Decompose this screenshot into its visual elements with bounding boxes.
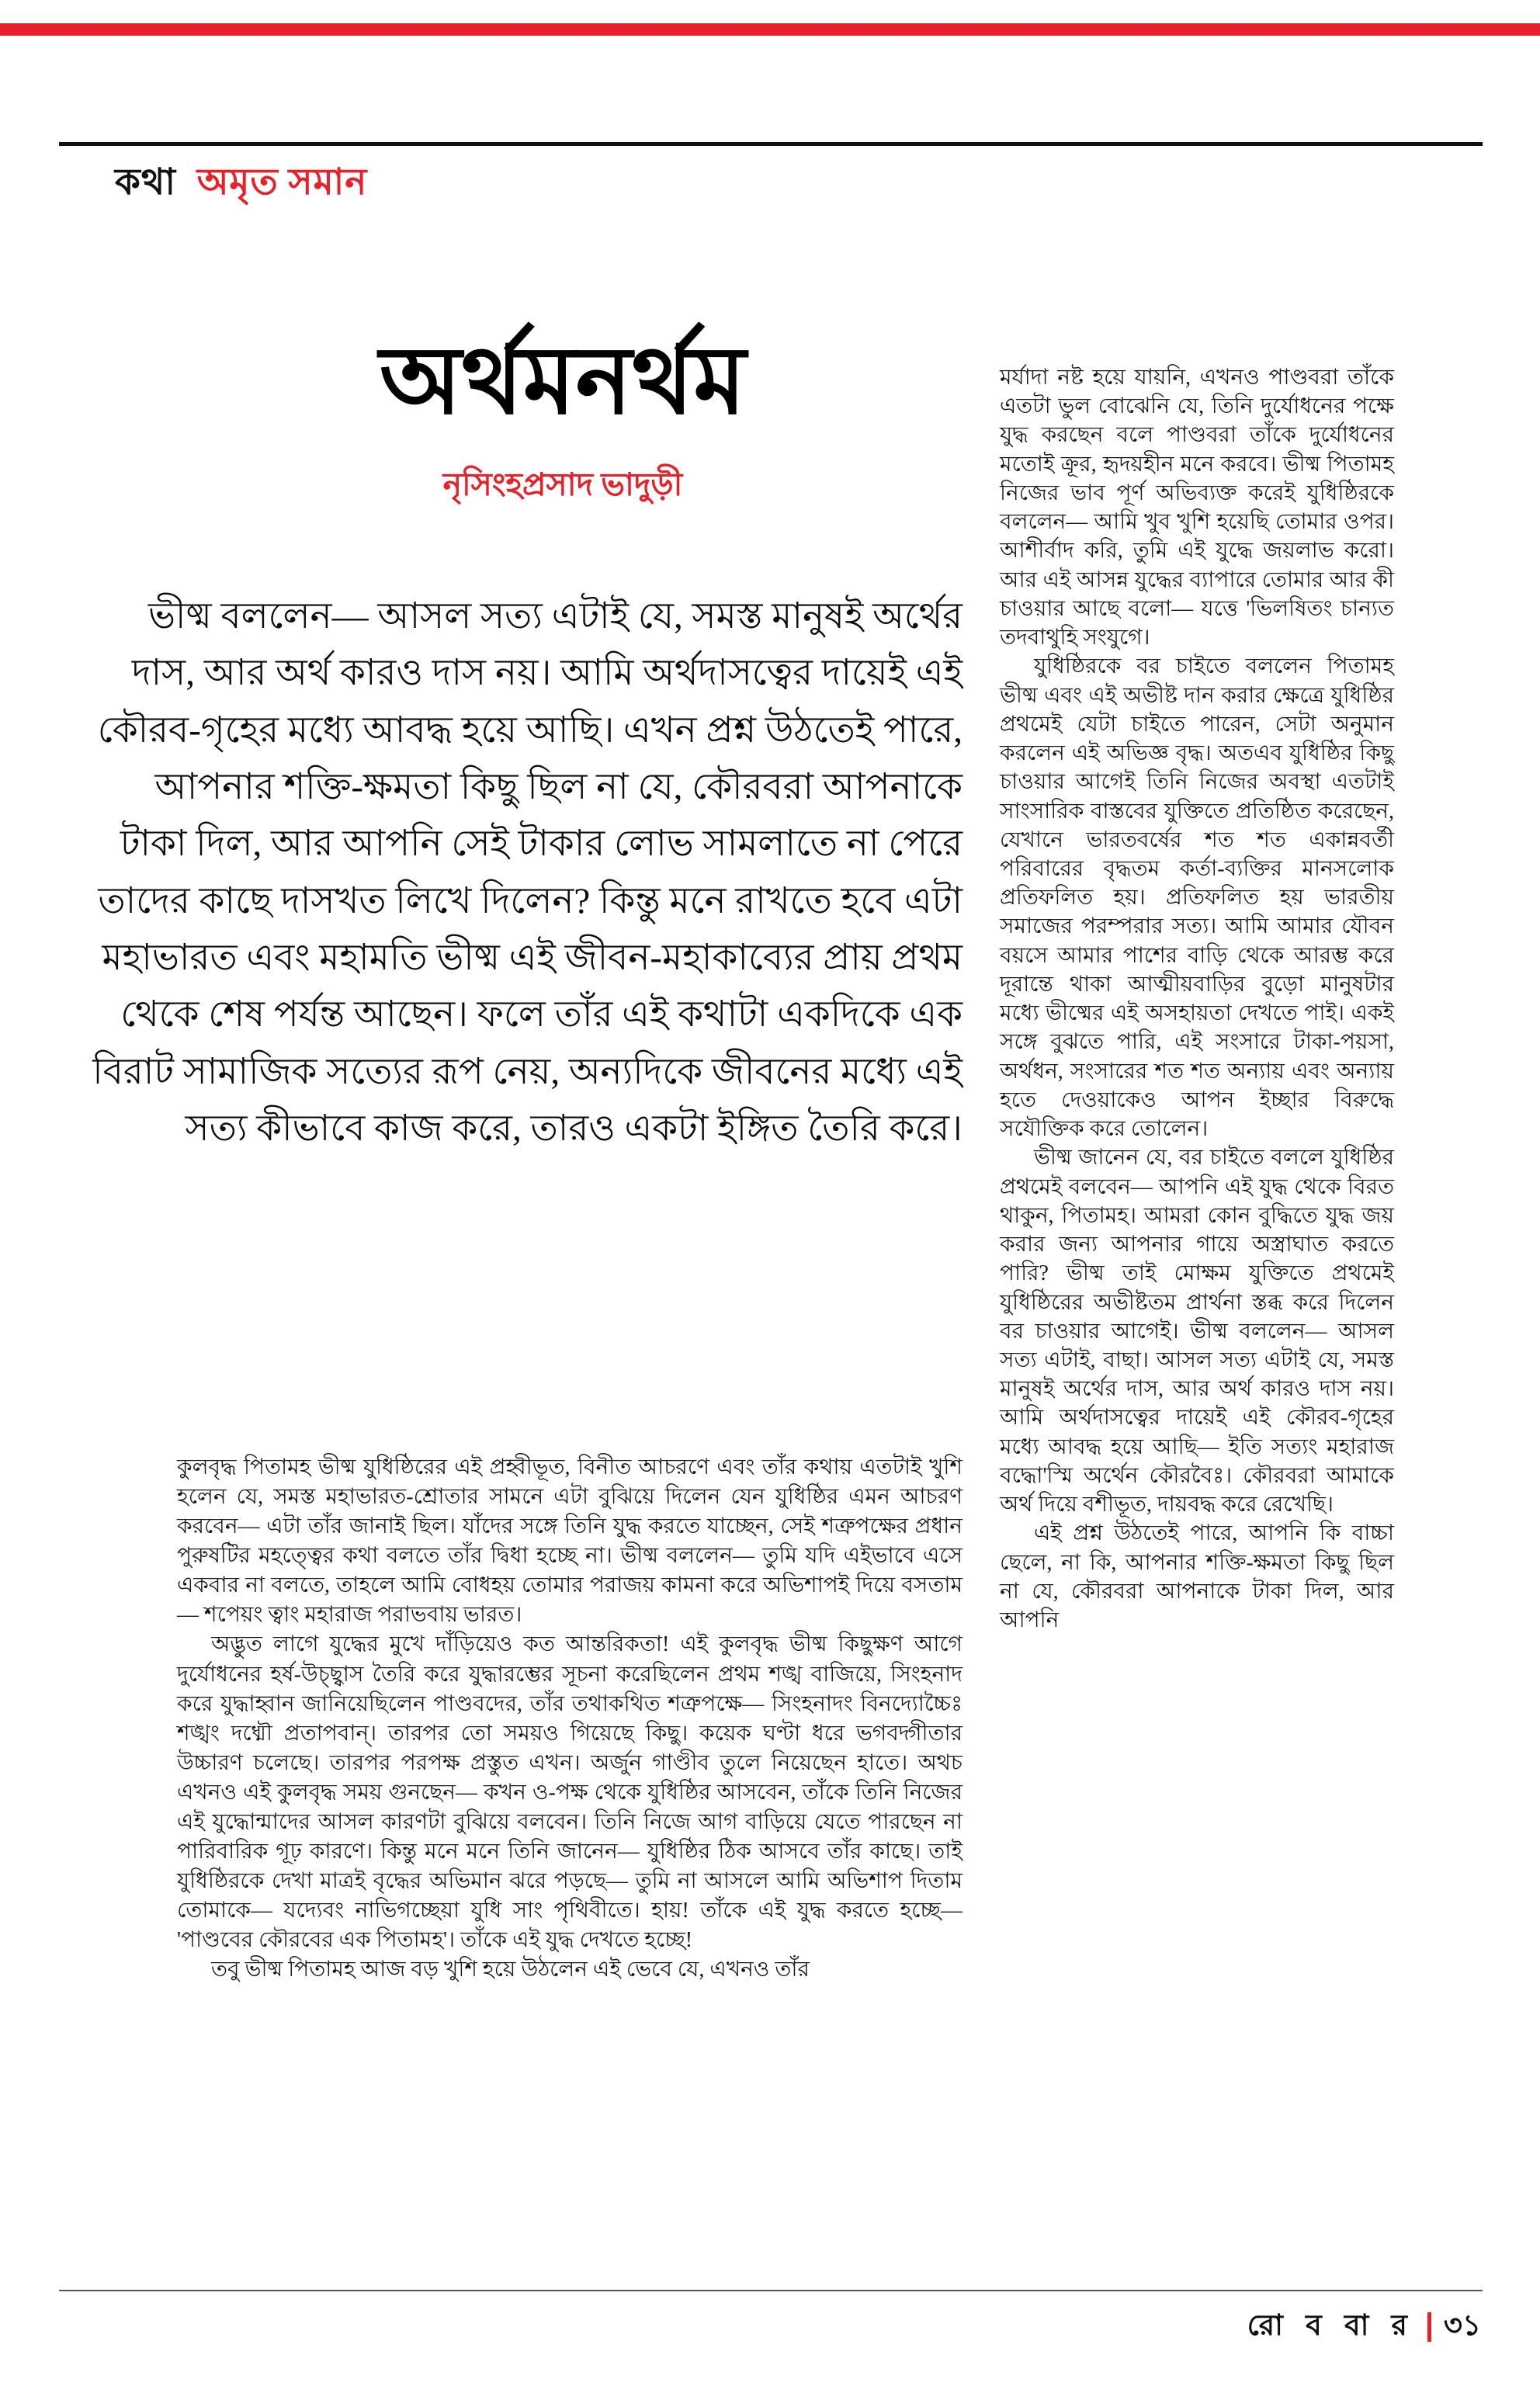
top-red-band: [0, 23, 1540, 36]
header-divider: [59, 142, 1483, 146]
kicker-word-black: কথা: [115, 162, 176, 203]
kicker-word-red: অমৃত সমান: [196, 162, 368, 203]
page-number: ৩১: [1443, 2310, 1481, 2342]
body-right-paragraph: ভীষ্ম জানেন যে, বর চাইতে বললে যুধিষ্ঠির প্রথমেই বলবেন— আপনি এই যুদ্ধ থেকে বিরত থাকুন, পিতামহ। আমরা কোন বুদ্ধিতে যুদ্ধ জয় করার জন্য আপনার গায়ে অস্ত্রাঘাত করতে পারি? ভীষ্ম তাই মোক্ষম যুক্তিতে প্রথমেই যুধিষ্ঠিরের অভীষ্টতম প্রার্থনা স্তব্ধ করে দিলেন বর চাওয়ার আগেই। ভীষ্ম বললেন— আসল সত্য এটাই, বাছা। আসল সত্য এটাই যে, সমস্ত মানুষই অর্থের দাস, আর অর্থ কারও দাস নয়। আমি অর্থদাসত্বের দায়েই এই কৌরব-গৃহের মধ্যে আবদ্ধ হয়ে আছি— ইতি সত্যং মহারাজ বদ্ধো'স্মি অর্থেন কৌরবৈঃ। কৌরবরা আমাকে অর্থ দিয়ে বশীভূত, দায়বদ্ধ করে রেখেছি।: [1000, 1146, 1394, 1517]
body-right-paragraph: যুধিষ্ঠিরকে বর চাইতে বললেন পিতামহ ভীষ্ম এবং এই অভীষ্ট দান করার ক্ষেত্রে যুধিষ্ঠির প্রথমেই যেটা চাইতে পারেন, সেটা অনুমান করলেন এই অভিজ্ঞ বৃদ্ধ। অতএব যুধিষ্ঠির কিছু চাওয়ার আগেই তিনি নিজের অবস্থা এতটাই সাংসারিক বাস্তবের যুক্তিতে প্রতিষ্ঠিত করেছেন, যেখানে ভারতবর্ষের শত শত একান্নবর্তী পরিবারের বৃদ্ধতম কর্তা-ব্যক্তির মানসলোক প্রতিফলিত হয়। প্রতিফলিত হয় ভারতীয় সমাজের পরম্পরার সত্য। আমি আমার যৌবন বয়সে আমার পাশের বাড়ি থেকে আরম্ভ করে দূরান্তে থাকা আত্মীয়বাড়ির বুড়ো মানুষটার মধ্যে ভীষ্মের এই অসহায়তা দেখতে পাই। একই সঙ্গে বুঝতে পারি, এই সংসারে টাকা-পয়সা, অর্থধন, সংসারের শত শত অন্যায় এবং অন্যায় হতে দেওয়াকেও আপন ইচ্ছার বিরুদ্ধে সযৌক্তিক করে তোলেন।: [1000, 654, 1394, 1142]
article-title: অর্থমনর্থম: [380, 329, 746, 434]
body-column-right: [1000, 363, 1394, 1635]
lead-paragraph: ভীষ্ম বললেন— আসল সত্য এটাই যে, সমস্ত মানুষই অর্থের দাস, আর অর্থ কারও দাস নয়। আমি অর্থদাসত্বের দায়েই এই কৌরব-গৃহের মধ্যে আবদ্ধ হয়ে আছি। এখন প্রশ্ন উঠতেই পারে, আপনার শক্তি-ক্ষমতা কিছু ছিল না যে, কৌরবরা আপনাকে টাকা দিল, আর আপনি সেই টাকার লোভ সামলাতে না পেরে তাদের কাছে দাসখত লিখে দিলেন? কিন্তু মনে রাখতে হবে এটা মহাভারত এবং মহামতি ভীষ্ম এই জীবন-মহাকাব্যের প্রায় প্রথম থেকে শেষ পর্যন্ত আছেন। ফলে তাঁর এই কথাটা একদিকে এক বিরাট সামাজিক সত্যের রূপ নেয়, অন্যদিকে জীবনের মধ্যে এই সত্য কীভাবে কাজ করে, তারও একটা ইঙ্গিত তৈরি করে।: [92, 596, 962, 1149]
section-kicker: [115, 154, 367, 214]
page-footer: [1247, 2302, 1481, 2351]
body-column-left: [177, 1453, 962, 1985]
body-left-paragraph: তবু ভীষ্ম পিতামহ আজ বড় খুশি হয়ে উঠলেন এই ভেবে যে, এখনও তাঁর: [211, 1958, 810, 1982]
body-left-paragraph: অদ্ভুত লাগে যুদ্ধের মুখে দাঁড়িয়েও কত আন্তরিকতা! এই কুলবৃদ্ধ ভীষ্ম কিছুক্ষণ আগে দুর্যোধনের হর্ষ-উচ্ছ্বাস তৈরি করে যুদ্ধারম্ভের সূচনা করেছিলেন প্রথম শঙ্খ বাজিয়ে, সিংহনাদ করে যুদ্ধাহ্বান জানিয়েছিলেন পাণ্ডবদের, তাঁর তথাকথিত শত্রুপক্ষে— সিংহনাদং বিনদ্যোচ্চৈঃ শঙ্খং দধ্মৌ প্রতাপবান্। তারপর তো সময়ও গিয়েছে কিছু। কয়েক ঘণ্টা ধরে ভগবদ্গীতার উচ্চারণ চলেছে। তারপর পরপক্ষ প্রস্তুত এখন। অর্জুন গাণ্ডীব তুলে নিয়েছেন হাতে। অথচ এখনও এই কুলবৃদ্ধ সময় গুনছেন— কখন ও-পক্ষ থেকে যুধিষ্ঠির আসবেন, তাঁকে তিনি নিজের এই যুদ্ধোন্মাদের আসল কারণটা বুঝিয়ে বলবেন। তিনি নিজে আগ বাড়িয়ে যেতে পারছেন না পারিবারিক গূঢ় কারণে। কিন্তু মনে মনে তিনি জানেন— যুধিষ্ঠির ঠিক আসবে তাঁর কাছে। তাই যুধিষ্ঠিরকে দেখা মাত্রই বৃদ্ধের অভিমান ঝরে পড়ছে— তুমি না আসলে আমি অভিশাপ দিতাম তোমাকে— যদ্যেবং নাভিগচ্ছেয়া যুধি সাং পৃথিবীতে। হায়! তাঁকে এই যুদ্ধ করতে হচ্ছে— 'পাণ্ডবের কৌরবের এক পিতামহ'। তাঁকে এই যুদ্ধ দেখতে হচ্ছে!: [177, 1632, 962, 1953]
footer-separator-bar: [1427, 2312, 1431, 2342]
article-header: [163, 330, 962, 514]
body-right-paragraph: মর্যাদা নষ্ট হয়ে যায়নি, এখনও পাণ্ডবরা তাঁকে এতটা ভুল বোঝেনি যে, তিনি দুর্যোধনের পক্ষে যুদ্ধ করছেন বলে পাণ্ডবরা তাঁকে দুর্যোধনের মতোই ক্রূর, হৃদয়হীন মনে করবে। ভীষ্ম পিতামহ নিজের ভাব পূর্ণ অভিব্যক্ত করেই যুধিষ্ঠিরকে বললেন— আমি খুব খুশি হয়েছি তোমার ওপর। আশীর্বাদ করি, তুমি এই যুদ্ধে জয়লাভ করো। আর এই আসন্ন যুদ্ধের ব্যাপারে তোমার আর কী চাওয়ার আছে বলো— যত্তে 'ভিলষিতং চান্যত তদবাথুহি সংযুগে।: [1000, 366, 1394, 650]
footer-divider: [59, 2290, 1483, 2291]
article-byline: নৃসিংহপ্রসাদ ভাদুড়ী: [442, 466, 683, 503]
body-left-paragraph: কুলবৃদ্ধ পিতামহ ভীষ্ম যুধিষ্ঠিরের এই প্রহ্বীভূত, বিনীত আচরণে এবং তাঁর কথায় এতটাই খুশি হলেন যে, সমস্ত মহাভারত-শ্রোতার সামনে এটা বুঝিয়ে দিলেন যেন যুধিষ্ঠির এমন আচরণ করবেন— এটা তাঁর জানাই ছিল। যাঁদের সঙ্গে তিনি যুদ্ধ করতে যাচ্ছেন, সেই শত্রুপক্ষের প্রধান পুরুষটির মহত্ত্বের কথা বলতে তাঁর দ্বিধা হচ্ছে না। ভীষ্ম বললেন— তুমি যদি এইভাবে এসে একবার না বলতে, তাহলে আমি বোধহয় তোমার পরাজয় কামনা করে অভিশাপই দিয়ে বসতাম— শপেয়ং ত্বাং মহারাজ পরাভবায় ভারত।: [177, 1455, 962, 1628]
magazine-name: রো ব বা র: [1247, 2310, 1415, 2342]
body-right-paragraph: এই প্রশ্ন উঠতেই পারে, আপনি কি বাচ্চা ছেলে, না কি, আপনার শক্তি-ক্ষমতা কিছু ছিল না যে, কৌরবরা আপনাকে টাকা দিল, আর আপনি: [1000, 1521, 1394, 1633]
